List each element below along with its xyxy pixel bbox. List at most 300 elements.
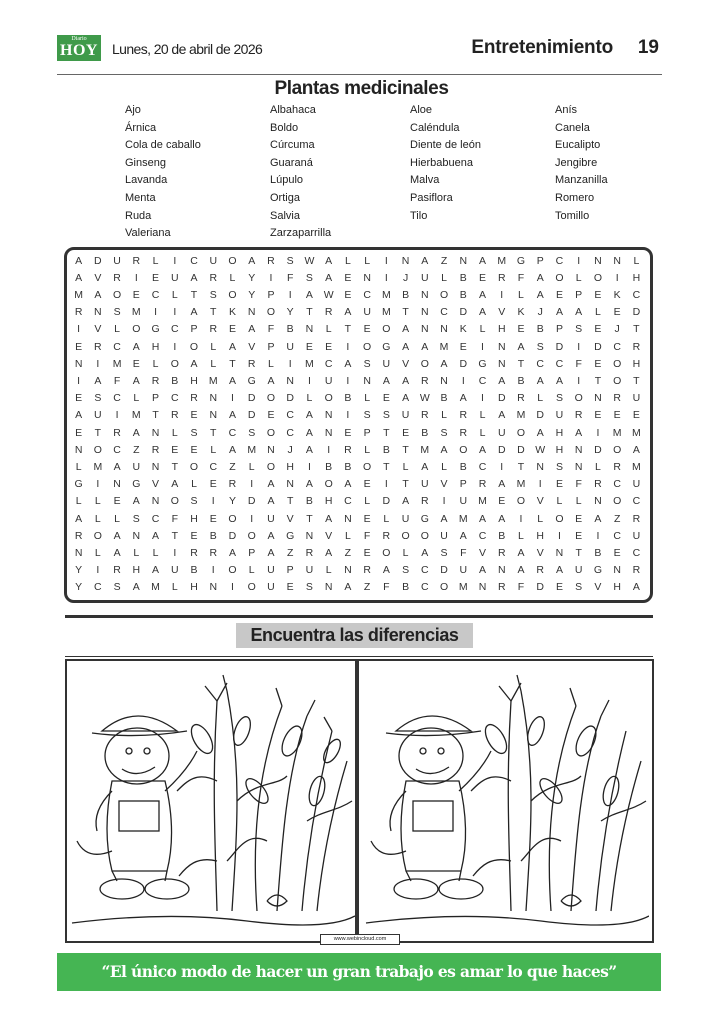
- right-illustration: [361, 661, 649, 933]
- grid-letter: H: [632, 271, 641, 284]
- grid-letter: A: [228, 409, 236, 422]
- grid-letter: C: [113, 340, 121, 353]
- left-illustration: [67, 661, 355, 933]
- grid-letter: U: [267, 581, 275, 594]
- grid-letter: R: [382, 529, 391, 542]
- grid-letter: M: [497, 254, 507, 267]
- grid-letter: C: [190, 254, 198, 267]
- grid-letter: L: [575, 495, 582, 508]
- grid-letter: A: [402, 495, 410, 508]
- grid-letter: E: [555, 478, 563, 491]
- grid-letter: A: [594, 512, 602, 525]
- grid-letter: G: [420, 512, 429, 525]
- grid-letter: S: [113, 581, 121, 594]
- grid-letter: H: [190, 581, 198, 594]
- grid-letter: F: [460, 546, 467, 559]
- grid-letter: L: [75, 495, 82, 508]
- grid-letter: O: [593, 271, 602, 284]
- grid-letter: N: [247, 306, 256, 319]
- word-item: Ruda: [125, 209, 152, 222]
- grid-letter: I: [96, 478, 100, 491]
- grid-letter: A: [402, 323, 410, 336]
- grid-letter: C: [151, 288, 160, 301]
- grid-letter: F: [171, 512, 178, 525]
- grid-letter: L: [364, 392, 371, 405]
- word-item: Salvia: [270, 209, 300, 222]
- grid-letter: A: [267, 529, 275, 542]
- grid-letter: E: [325, 340, 333, 353]
- grid-letter: C: [170, 323, 179, 336]
- grid-letter: V: [536, 495, 544, 508]
- grid-letter: O: [382, 323, 391, 336]
- word-column: [270, 102, 331, 243]
- grid-letter: O: [189, 340, 199, 353]
- grid-letter: B: [286, 323, 294, 336]
- grid-letter: A: [421, 460, 429, 473]
- grid-letter: L: [94, 495, 101, 508]
- grid-letter: A: [459, 392, 467, 405]
- grid-letter: V: [94, 323, 102, 336]
- grid-letter: A: [305, 478, 313, 491]
- grid-letter: L: [344, 254, 351, 267]
- grid-letter: N: [324, 426, 333, 439]
- grid-letter: E: [171, 443, 179, 456]
- grid-letter: R: [536, 564, 544, 577]
- grid-letter: M: [305, 357, 314, 370]
- grid-letter: A: [325, 546, 333, 559]
- grid-letter: D: [536, 581, 544, 594]
- grid-letter: L: [114, 323, 120, 336]
- grid-letter: M: [151, 581, 160, 594]
- grid-letter: N: [574, 460, 583, 473]
- grid-letter: E: [132, 357, 140, 370]
- grid-letter: F: [517, 271, 525, 284]
- grid-letter: R: [478, 478, 487, 491]
- section-title: Entretenimiento: [471, 37, 613, 58]
- grid-letter: C: [363, 288, 371, 301]
- grid-letter: O: [93, 443, 102, 456]
- grid-letter: N: [344, 512, 352, 525]
- grid-letter: O: [189, 460, 199, 473]
- grid-letter: N: [536, 460, 544, 473]
- grid-letter: W: [304, 254, 315, 267]
- grid-letter: B: [459, 288, 467, 301]
- grid-letter: P: [267, 288, 275, 301]
- grid-letter: O: [170, 495, 179, 508]
- grid-letter: L: [344, 529, 351, 542]
- grid-letter: A: [228, 443, 236, 456]
- grid-letter: A: [325, 512, 333, 525]
- grid-letter: K: [459, 323, 467, 336]
- word-item: Guaraná: [270, 156, 313, 169]
- grid-letter: B: [171, 374, 179, 387]
- grid-letter: K: [228, 306, 236, 319]
- grid-letter: O: [516, 495, 526, 508]
- grid-letter: T: [210, 306, 217, 319]
- grid-letter: I: [173, 254, 177, 267]
- grid-letter: I: [173, 340, 177, 353]
- grid-letter: P: [536, 254, 544, 267]
- grid-letter: I: [288, 288, 292, 301]
- grid-letter: C: [478, 374, 487, 387]
- grid-letter: I: [250, 478, 254, 491]
- grid-letter: U: [132, 460, 141, 473]
- section-divider: [65, 615, 653, 618]
- grid-letter: A: [267, 546, 275, 559]
- grid-letter: F: [286, 271, 294, 284]
- word-item: Tilo: [410, 209, 428, 222]
- grid-letter: T: [402, 306, 409, 319]
- grid-letter: R: [74, 306, 83, 319]
- grid-letter: O: [555, 512, 564, 525]
- grid-letter: R: [497, 271, 506, 284]
- grid-letter: A: [575, 306, 583, 319]
- grid-letter: O: [363, 460, 372, 473]
- word-search-grid: [64, 247, 653, 603]
- grid-letter: P: [248, 546, 256, 559]
- grid-letter: I: [596, 426, 600, 439]
- grid-letter: U: [632, 478, 641, 491]
- grid-letter: R: [267, 254, 275, 267]
- word-item: Árnica: [125, 121, 157, 134]
- grid-letter: Y: [248, 288, 256, 301]
- grid-letter: C: [421, 581, 429, 594]
- grid-letter: R: [497, 546, 506, 559]
- grid-letter: N: [613, 564, 621, 577]
- grid-letter: G: [74, 478, 83, 491]
- grid-letter: I: [481, 392, 484, 405]
- grid-letter: N: [421, 288, 429, 301]
- grid-letter: D: [247, 495, 256, 508]
- grid-letter: I: [211, 495, 215, 508]
- watermark: www.webincloud.com: [320, 934, 400, 945]
- grid-letter: N: [555, 546, 564, 559]
- grid-letter: L: [441, 460, 447, 473]
- grid-letter: U: [209, 254, 218, 267]
- grid-letter: T: [633, 323, 640, 336]
- grid-letter: B: [459, 460, 467, 473]
- grid-letter: O: [228, 512, 237, 525]
- grid-letter: C: [613, 478, 621, 491]
- grid-letter: S: [575, 581, 583, 594]
- grid-letter: E: [286, 581, 294, 594]
- differences-divider: [65, 656, 653, 657]
- word-item: Aloe: [410, 104, 433, 116]
- grid-letter: S: [555, 392, 563, 405]
- grid-letter: E: [190, 529, 198, 542]
- word-item: Hierbabuena: [410, 156, 473, 169]
- grid-letter: A: [555, 374, 563, 387]
- grid-letter: U: [421, 478, 429, 491]
- grid-letter: M: [381, 306, 391, 319]
- grid-letter: Z: [613, 512, 621, 525]
- grid-letter: G: [478, 357, 487, 370]
- grid-letter: R: [421, 374, 429, 387]
- grid-letter: A: [498, 478, 506, 491]
- grid-letter: N: [497, 340, 506, 353]
- grid-letter: E: [613, 306, 621, 319]
- grid-letter: Y: [75, 564, 83, 577]
- grid-letter: N: [421, 306, 429, 319]
- grid-letter: H: [286, 460, 294, 473]
- differences-title: Encuentra las diferencias: [236, 623, 473, 648]
- grid-letter: D: [594, 443, 602, 456]
- grid-letter: R: [632, 564, 641, 577]
- grid-letter: U: [632, 529, 641, 542]
- grid-letter: P: [363, 426, 371, 439]
- grid-letter: F: [575, 478, 582, 491]
- grid-letter: I: [500, 460, 504, 473]
- grid-letter: C: [94, 581, 102, 594]
- grid-letter: E: [305, 340, 313, 353]
- grid-letter: M: [131, 306, 141, 319]
- grid-letter: O: [228, 254, 237, 267]
- grid-letter: A: [382, 564, 390, 577]
- grid-letter: A: [152, 529, 160, 542]
- grid-letter: S: [209, 288, 217, 301]
- grid-letter: N: [305, 323, 314, 336]
- word-item: Zarzaparrilla: [270, 227, 332, 240]
- grid-letter: O: [363, 340, 372, 353]
- grid-letter: U: [170, 271, 179, 284]
- grid-letter: A: [402, 392, 410, 405]
- grid-letter: G: [247, 374, 256, 387]
- grid-letter: S: [94, 392, 102, 405]
- grid-letter: I: [461, 374, 465, 387]
- grid-letter: I: [327, 443, 331, 456]
- grid-letter: A: [440, 357, 448, 370]
- logo-big-text: HOY: [60, 42, 98, 59]
- word-item: Pasiflora: [410, 191, 453, 204]
- word-item: Menta: [125, 191, 156, 204]
- grid-letter: M: [516, 409, 526, 422]
- grid-letter: C: [170, 392, 179, 405]
- grid-letter: A: [75, 271, 83, 284]
- grid-letter: A: [402, 340, 410, 353]
- grid-letter: L: [537, 392, 544, 405]
- grid-letter: L: [191, 478, 197, 491]
- grid-letter: D: [497, 443, 506, 456]
- grid-letter: A: [132, 374, 140, 387]
- grid-letter: Z: [440, 254, 448, 267]
- word-item: Diente de león: [410, 139, 481, 152]
- grid-letter: E: [113, 495, 121, 508]
- grid-letter: D: [440, 564, 448, 577]
- grid-letter: C: [421, 564, 429, 577]
- word-column: [125, 102, 201, 243]
- grid-letter: P: [555, 323, 563, 336]
- grid-letter: A: [344, 581, 352, 594]
- grid-letter: A: [75, 254, 83, 267]
- grid-letter: Z: [363, 581, 371, 594]
- grid-letter: I: [384, 254, 388, 267]
- grid-letter: O: [266, 306, 276, 319]
- grid-letter: I: [596, 529, 600, 542]
- grid-letter: M: [112, 357, 122, 370]
- grid-letter: N: [324, 581, 333, 594]
- grid-letter: S: [440, 426, 448, 439]
- grid-letter: O: [613, 443, 622, 456]
- grid-letter: A: [498, 374, 506, 387]
- grid-letter: B: [209, 529, 217, 542]
- grid-letter: W: [535, 443, 546, 456]
- grid-letter: S: [132, 512, 140, 525]
- grid-letter: E: [344, 426, 352, 439]
- grid-letter: H: [132, 564, 141, 577]
- grid-letter: I: [577, 374, 581, 387]
- grid-letter: U: [113, 254, 121, 267]
- grid-letter: C: [478, 529, 487, 542]
- grid-letter: E: [132, 288, 140, 301]
- grid-letter: I: [442, 495, 446, 508]
- grid-letter: B: [594, 546, 602, 559]
- grid-letter: C: [478, 460, 487, 473]
- grid-letter: E: [344, 271, 352, 284]
- grid-letter: L: [248, 564, 255, 577]
- grid-letter: L: [152, 357, 159, 370]
- grid-letter: N: [401, 254, 410, 267]
- grid-letter: A: [190, 271, 198, 284]
- grid-letter: U: [401, 512, 410, 525]
- grid-letter: T: [171, 460, 178, 473]
- grid-letter: B: [344, 392, 352, 405]
- grid-letter: R: [574, 409, 583, 422]
- grid-letter: R: [209, 323, 218, 336]
- grid-letter: R: [209, 271, 218, 284]
- grid-letter: H: [555, 426, 564, 439]
- grid-letter: E: [267, 409, 275, 422]
- grid-letter: R: [190, 392, 198, 405]
- grid-letter: H: [613, 581, 621, 594]
- grid-letter: V: [479, 546, 487, 559]
- grid-letter: B: [459, 271, 467, 284]
- grid-letter: J: [287, 443, 293, 456]
- word-item: Albahaca: [270, 104, 316, 116]
- grid-letter: N: [74, 357, 83, 370]
- grid-letter: E: [555, 581, 563, 594]
- grid-letter: T: [152, 409, 159, 422]
- grid-letter: A: [344, 478, 352, 491]
- grid-letter: U: [459, 564, 468, 577]
- grid-letter: R: [228, 478, 237, 491]
- grid-letter: P: [459, 478, 467, 491]
- grid-letter: O: [228, 288, 237, 301]
- grid-letter: A: [305, 443, 313, 456]
- grid-letter: A: [344, 357, 352, 370]
- grid-letter: A: [132, 581, 140, 594]
- grid-letter: T: [94, 426, 102, 439]
- grid-letter: D: [517, 443, 525, 456]
- grid-letter: R: [94, 340, 102, 353]
- grid-letter: R: [632, 512, 641, 525]
- grid-letter: R: [190, 546, 198, 559]
- grid-letter: A: [190, 306, 198, 319]
- ground: [366, 916, 649, 925]
- grid-letter: I: [231, 581, 234, 594]
- grid-letter: L: [75, 460, 82, 473]
- grid-letter: O: [439, 288, 449, 301]
- grid-letter: I: [96, 357, 100, 370]
- grid-letter: N: [132, 529, 141, 542]
- grid-letter: N: [363, 271, 371, 284]
- grid-letter: A: [171, 478, 179, 491]
- grid-letter: C: [113, 392, 121, 405]
- grid-letter: E: [517, 323, 525, 336]
- grid-letter: N: [151, 495, 160, 508]
- grid-letter: T: [286, 495, 294, 508]
- grid-letter: A: [459, 529, 467, 542]
- grid-letter: E: [594, 357, 602, 370]
- grid-letter: A: [382, 374, 390, 387]
- grid-letter: R: [209, 546, 218, 559]
- grid-letter: O: [112, 288, 122, 301]
- grid-letter: L: [575, 271, 582, 284]
- grid-letter: I: [231, 392, 234, 405]
- grid-letter: L: [364, 254, 371, 267]
- grid-letter: T: [402, 478, 409, 491]
- grid-letter: R: [632, 340, 641, 353]
- grid-letter: R: [594, 478, 602, 491]
- grid-letter: V: [402, 357, 410, 370]
- grid-letter: C: [344, 495, 352, 508]
- grid-letter: R: [247, 357, 256, 370]
- grid-letter: N: [209, 392, 218, 405]
- grid-letter: C: [228, 426, 237, 439]
- grid-letter: R: [517, 392, 525, 405]
- grid-letter: U: [497, 426, 506, 439]
- grid-letter: R: [613, 392, 621, 405]
- grid-letter: H: [632, 357, 641, 370]
- grid-letter: M: [247, 443, 257, 456]
- grid-letter: A: [344, 306, 352, 319]
- grid-letter: Z: [344, 546, 352, 559]
- grid-letter: A: [479, 288, 487, 301]
- grid-letter: D: [497, 392, 506, 405]
- grid-letter: O: [459, 443, 468, 456]
- word-item: Valeriana: [125, 227, 171, 240]
- grid-letter: L: [152, 254, 159, 267]
- grid-letter: O: [574, 392, 583, 405]
- grid-letter: L: [210, 443, 217, 456]
- grid-letter: M: [458, 581, 468, 594]
- grid-letter: T: [306, 512, 313, 525]
- grid-letter: N: [267, 443, 275, 456]
- corn-stalks: [471, 675, 646, 911]
- grid-letter: L: [248, 460, 255, 473]
- grid-letter: A: [479, 564, 487, 577]
- word-column: [410, 102, 481, 225]
- dinosaur-farmer: [77, 716, 197, 899]
- corn-stalks: [177, 675, 352, 911]
- grid-letter: S: [363, 409, 371, 422]
- issue-date: Lunes, 20 de abril de 2026: [112, 41, 263, 57]
- grid-letter: P: [575, 288, 583, 301]
- grid-letter: V: [440, 478, 448, 491]
- grid-letter: A: [94, 374, 102, 387]
- grid-letter: O: [324, 478, 333, 491]
- grid-letter: U: [382, 357, 391, 370]
- grid-letter: L: [133, 392, 140, 405]
- grid-letter: A: [479, 306, 487, 319]
- grid-letter: A: [555, 306, 563, 319]
- grid-letter: A: [536, 288, 544, 301]
- word-item: Anís: [555, 104, 578, 116]
- grid-letter: R: [324, 306, 333, 319]
- grid-letter: A: [536, 374, 544, 387]
- grid-letter: O: [266, 392, 276, 405]
- grid-letter: H: [190, 374, 198, 387]
- word-item: Jengibre: [555, 156, 598, 169]
